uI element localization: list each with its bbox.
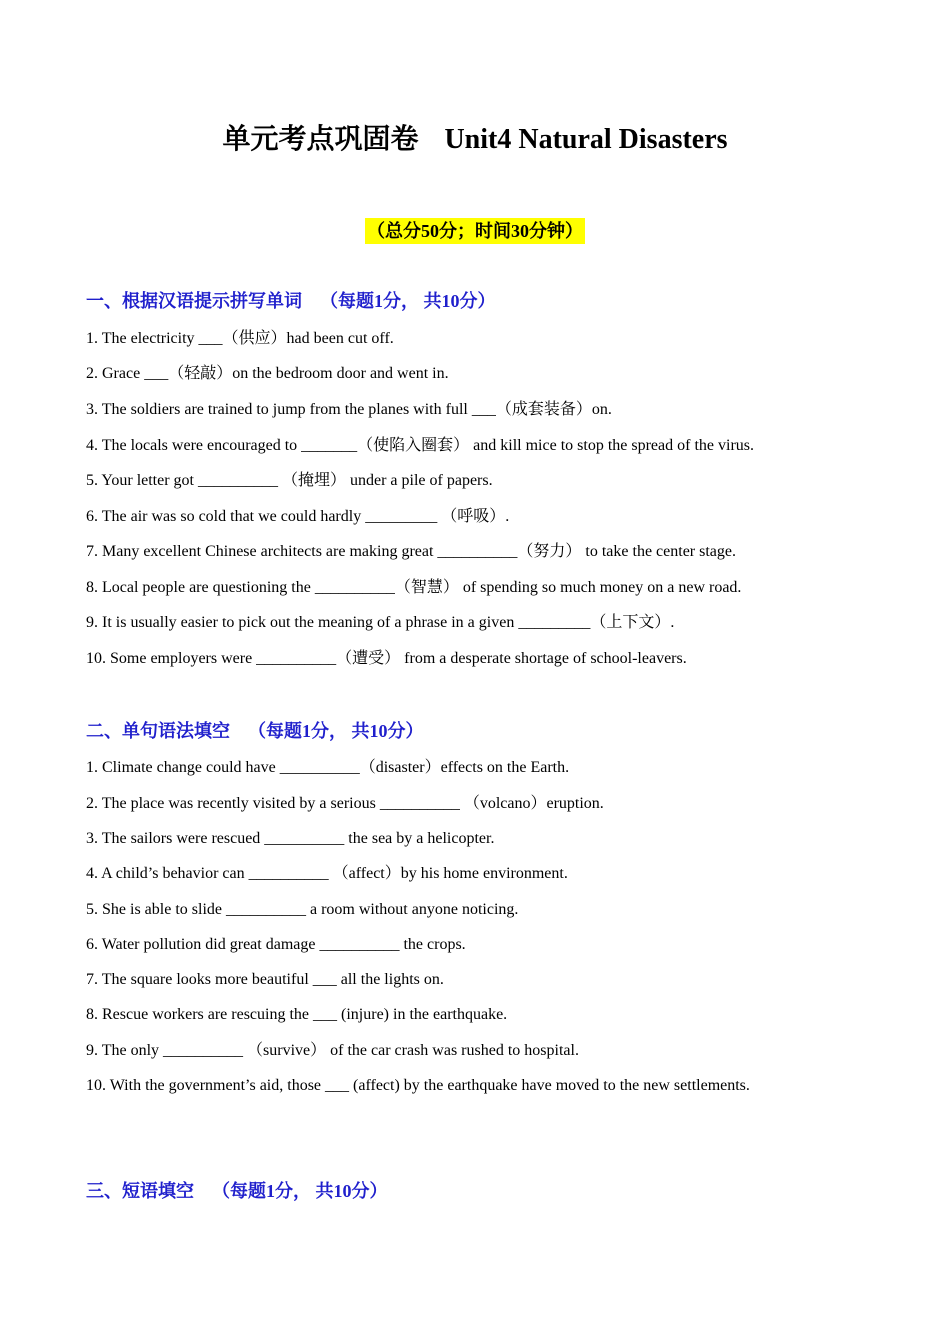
section-heading-text: 三、短语填空 xyxy=(86,1181,194,1201)
question-item: 10. Some employers were __________（遭受） from a desperate shortage of school-leavers. xyxy=(86,650,687,667)
question-item: 5. She is able to slide __________ a room without anyone noticing. xyxy=(86,901,519,918)
question-item: 6. The air was so cold that we could hardly _________ （呼吸）. xyxy=(86,508,510,525)
section-heading-text: 一、根据汉语提示拼写单词 xyxy=(86,291,302,311)
question-item: 1. The electricity ___（供应）had been cut off. xyxy=(86,330,394,347)
section-points: （每题1分， 共10分） xyxy=(320,291,496,311)
question-item: 2. The place was recently visited by a serious __________ （volcano）eruption. xyxy=(86,795,604,812)
section-3-heading xyxy=(86,1178,388,1204)
question-item: 9. It is usually easier to pick out the meaning of a phrase in a given _________（上下文）. xyxy=(86,614,675,631)
question-item: 1. Climate change could have __________（disaster）effects on the Earth. xyxy=(86,759,570,776)
question-item: 5. Your letter got __________ （掩埋） under a pile of papers. xyxy=(86,472,493,489)
score-note: （总分50分；时间30分钟） xyxy=(365,218,585,244)
score-note-wrapper xyxy=(0,218,950,244)
question-item: 8. Rescue workers are rescuing the ___ (injure) in the earthquake. xyxy=(86,1006,508,1023)
title-english: Unit4 Natural Disasters xyxy=(444,124,728,155)
question-item: 6. Water pollution did great damage __________ the crops. xyxy=(86,936,466,953)
question-item: 8. Local people are questioning the __________（智慧） of spending so much money on a new road. xyxy=(86,579,742,596)
question-item: 10. With the government’s aid, those ___ (affect) by the earthquake have moved to the new settlements. xyxy=(86,1077,750,1094)
question-item: 3. The sailors were rescued __________ the sea by a helicopter. xyxy=(86,830,495,847)
section-2-heading xyxy=(86,718,424,744)
question-item: 3. The soldiers are trained to jump from the planes with full ___（成套装备）on. xyxy=(86,401,612,418)
question-item: 7. The square looks more beautiful ___ all the lights on. xyxy=(86,971,444,988)
question-item: 4. A child’s behavior can __________ （affect）by his home environment. xyxy=(86,865,568,882)
question-item: 4. The locals were encouraged to _______（使陷入圈套） and kill mice to stop the spread of the virus. xyxy=(86,437,755,454)
section-1-heading xyxy=(86,288,496,314)
page-title xyxy=(0,118,950,162)
section-heading-text: 二、单句语法填空 xyxy=(86,721,230,741)
title-chinese: 单元考点巩固卷 xyxy=(222,124,419,155)
section-points: （每题1分， 共10分） xyxy=(248,721,424,741)
question-item: 9. The only __________ （survive） of the car crash was rushed to hospital. xyxy=(86,1042,579,1059)
question-item: 2. Grace ___（轻敲）on the bedroom door and went in. xyxy=(86,365,449,382)
question-item: 7. Many excellent Chinese architects are making great __________（努力） to take the center stage. xyxy=(86,543,737,560)
section-points: （每题1分， 共10分） xyxy=(212,1181,388,1201)
